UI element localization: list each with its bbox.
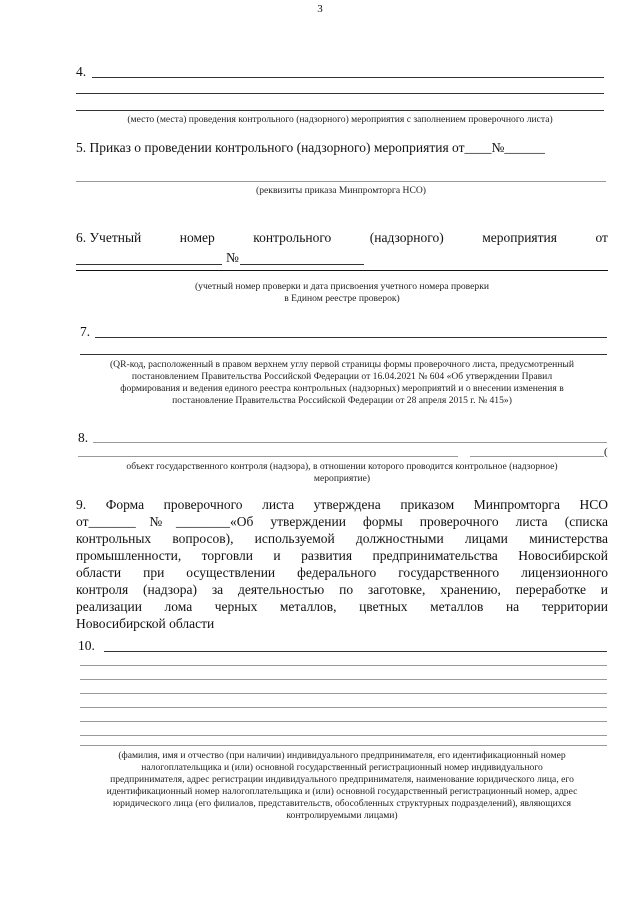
item-8-line <box>78 456 458 457</box>
item-10-caption-line: (фамилия, имя и отчество (при наличии) индивидуального предпринимателя, его идентификационный номер <box>118 750 566 761</box>
item-6-caption-1: (учетный номер проверки и дата присвоения учетного номера проверки <box>194 281 489 292</box>
item-6-heading <box>76 230 608 246</box>
item-10-line <box>104 651 607 652</box>
item-7-caption-1: (QR-код, расположенный в правом верхнем углу первой страницы формы проверочного листа, предусмотренный <box>109 359 575 370</box>
item-10-caption-line: юридического лица (его филиалов, представительств, обособленных структурных подразделений), являющихся <box>112 798 572 809</box>
item-6-word: номер <box>179 230 215 245</box>
item-5-line <box>76 181 606 182</box>
item-4-line <box>92 77 604 78</box>
item-10-line <box>80 665 607 666</box>
item-6-word: (надзорного) <box>369 230 444 245</box>
item-9-line: области при осуществлении федерального государственного лицензионного <box>76 565 608 580</box>
item-6-number-sign: № <box>226 250 239 265</box>
item-10-line <box>80 707 607 708</box>
item-10-caption-line: контролируемыми лицами) <box>286 810 398 821</box>
item-6-line <box>76 270 608 271</box>
item-10-caption-line: налогоплательщика и (или) основной государственный регистрационный номер индивидуального <box>141 762 543 773</box>
item-7-line <box>95 337 607 338</box>
item-4-caption: (место (места) проведения контрольного (надзорного) мероприятия с заполнением проверочного листа) <box>127 114 553 125</box>
item-4-line <box>76 110 604 111</box>
item-7-caption-4: постановление Правительства Российской Федерации от 28 апреля 2015 г. № 415») <box>172 395 512 406</box>
item-10-line <box>80 693 607 694</box>
item-10-line <box>80 735 607 736</box>
item-7-caption-3: формирования и ведения единого реестра контрольных (надзорных) мероприятий и о внесении изменения в <box>120 383 564 394</box>
item-8-paren: ( <box>604 446 608 458</box>
item-9-line: контрольных вопросов), используемой должностными лицами министерства <box>76 531 608 546</box>
item-8-caption-2: мероприятие) <box>313 473 371 484</box>
item-9-line: Новосибирской области <box>76 616 215 631</box>
item-8-caption-1: объект государственного контроля (надзора), в отношении которого проводится контрольное (надзорное) <box>126 461 558 472</box>
item-7-caption-2: постановлением Правительства Российской Федерации от 16.04.2021 № 604 «Об утверждении Правил <box>131 371 553 382</box>
item-10-line <box>80 745 607 746</box>
item-4-line <box>76 93 604 94</box>
item-7-number: 7. <box>80 324 91 339</box>
item-10-number: 10. <box>78 638 95 653</box>
item-8-line <box>93 442 607 443</box>
item-7-line <box>80 354 607 355</box>
item-9-line: от_______№________«Об утверждении формы проверочного листа (списка <box>76 514 608 529</box>
item-6-word: 6. Учетный <box>76 230 142 245</box>
item-9-line: промышленности, торговли и развития предпринимательства Новосибирской <box>76 548 608 563</box>
item-6-caption-2: в Едином реестре проверок) <box>284 293 400 304</box>
item-9-line: 9. Форма проверочного листа утверждена приказом Минпромторга НСО <box>76 497 608 512</box>
item-10-caption-line: идентификационный номер налогоплательщика и (или) основной государственный регистрационный номер, адрес <box>106 786 578 797</box>
item-6-blank-line <box>76 264 222 265</box>
item-6-blank-line <box>240 264 364 265</box>
item-10-caption-line: предпринимателя, адрес регистрации индивидуального предпринимателя, наименование юридического лица, его <box>110 774 574 785</box>
item-9-line: контроля (надзора) за деятельностью по заготовке, хранению, переработке и <box>76 582 608 597</box>
item-5-text: 5. Приказ о проведении контрольного (надзорного) мероприятия от____№______ <box>76 140 545 155</box>
item-10-line <box>80 679 607 680</box>
item-9-line: реализации лома черных металлов, цветных металлов на территории <box>76 599 608 614</box>
item-8-number: 8. <box>78 430 89 445</box>
item-6-word: контрольного <box>253 230 332 245</box>
item-6-word: мероприятия <box>482 230 557 245</box>
item-8-line <box>470 456 604 457</box>
page-number: 3 <box>317 3 323 15</box>
item-5-caption: (реквизиты приказа Минпромторга НСО) <box>256 185 426 196</box>
item-6-word: от <box>595 230 608 245</box>
item-4-number: 4. <box>76 64 87 79</box>
item-10-line <box>80 721 607 722</box>
